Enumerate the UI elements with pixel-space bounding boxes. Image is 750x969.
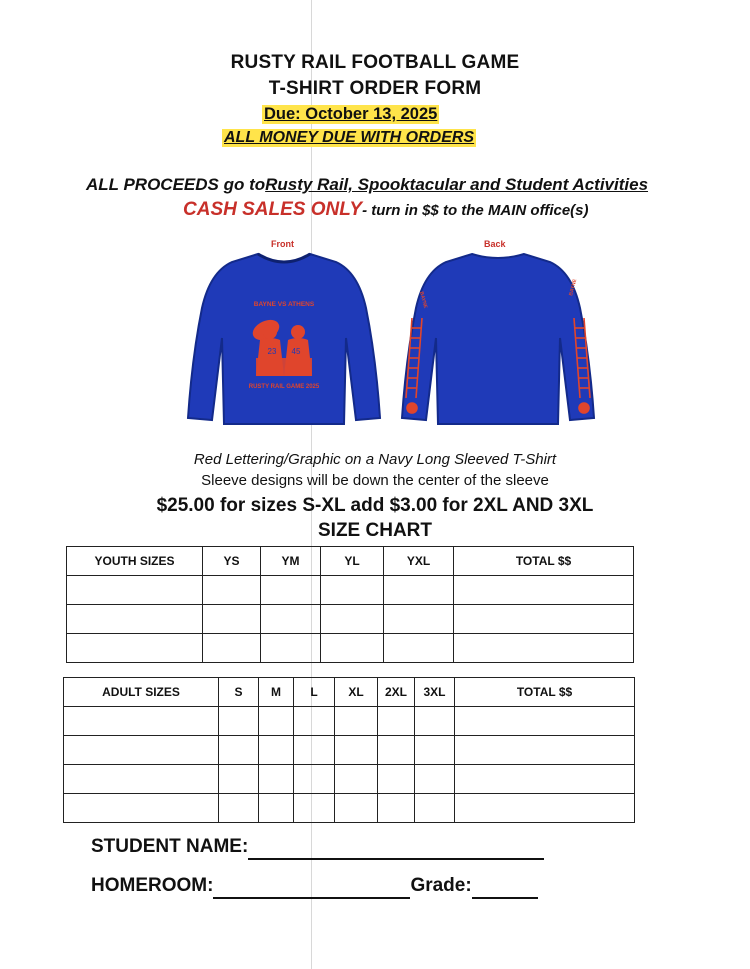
youth-total-cell[interactable] xyxy=(454,634,634,663)
size-chart-heading: SIZE CHART xyxy=(318,520,432,541)
adult-qty-cell[interactable] xyxy=(415,707,455,736)
front-graphic-top-text: BAYNE VS ATHENS xyxy=(253,301,315,308)
youth-qty-cell[interactable] xyxy=(321,634,384,663)
youth-qty-cell[interactable] xyxy=(203,605,261,634)
adult-qty-cell[interactable] xyxy=(219,736,259,765)
adult-qty-cell[interactable] xyxy=(294,765,335,794)
adult-qty-cell[interactable] xyxy=(415,765,455,794)
adult-header-cell: TOTAL $$ xyxy=(455,678,635,707)
money-due-notice: ALL MONEY DUE WITH ORDERS xyxy=(224,129,475,146)
adult-qty-cell[interactable] xyxy=(219,794,259,823)
youth-total-cell[interactable] xyxy=(454,605,634,634)
adult-qty-cell[interactable] xyxy=(335,765,378,794)
cash-sales-instructions: - turn in $$ to the MAIN office(s) xyxy=(362,202,589,219)
student-name-label: STUDENT NAME: xyxy=(91,836,249,857)
youth-name-cell[interactable] xyxy=(67,576,203,605)
youth-size-table xyxy=(66,546,634,663)
adult-entry-row xyxy=(64,736,635,765)
adult-entry-row xyxy=(64,794,635,823)
cash-sales-label: CASH SALES ONLY xyxy=(183,199,363,220)
proceeds-lead: ALL PROCEEDS go to xyxy=(86,175,266,194)
adult-size-table xyxy=(63,677,635,823)
youth-name-cell[interactable] xyxy=(67,634,203,663)
adult-total-cell[interactable] xyxy=(455,707,635,736)
due-date: Due: October 13, 2025 xyxy=(264,105,438,123)
youth-total-cell[interactable] xyxy=(454,576,634,605)
youth-header-cell: YXL xyxy=(384,547,454,576)
youth-qty-cell[interactable] xyxy=(321,576,384,605)
homeroom-blank[interactable] xyxy=(213,875,410,899)
youth-qty-cell[interactable] xyxy=(384,576,454,605)
adult-name-cell[interactable] xyxy=(64,736,219,765)
adult-qty-cell[interactable] xyxy=(259,736,294,765)
adult-qty-cell[interactable] xyxy=(378,765,415,794)
proceeds-line xyxy=(86,175,648,195)
right-sleeve-text: BAYNE xyxy=(568,278,579,297)
adult-total-cell[interactable] xyxy=(455,794,635,823)
student-name-blank[interactable] xyxy=(248,836,544,860)
adult-qty-cell[interactable] xyxy=(219,707,259,736)
adult-entry-row xyxy=(64,765,635,794)
adult-qty-cell[interactable] xyxy=(378,736,415,765)
left-sleeve-text: BAYNE xyxy=(418,290,429,309)
homeroom-label: HOMEROOM: xyxy=(91,875,214,896)
adult-total-cell[interactable] xyxy=(455,765,635,794)
adult-header-cell: ADULT SIZES xyxy=(64,678,219,707)
youth-name-cell[interactable] xyxy=(67,605,203,634)
adult-qty-cell[interactable] xyxy=(219,765,259,794)
youth-qty-cell[interactable] xyxy=(203,634,261,663)
front-number-left: 23 xyxy=(267,347,277,356)
sleeve-note: Sleeve designs will be down the center of the sleeve xyxy=(201,472,549,489)
adult-qty-cell[interactable] xyxy=(294,736,335,765)
adult-qty-cell[interactable] xyxy=(259,765,294,794)
youth-entry-row xyxy=(67,634,634,663)
shirt-description: Red Lettering/Graphic on a Navy Long Sleeved T-Shirt xyxy=(193,451,557,468)
adult-qty-cell[interactable] xyxy=(415,736,455,765)
adult-qty-cell[interactable] xyxy=(378,707,415,736)
youth-qty-cell[interactable] xyxy=(261,634,321,663)
youth-header-row xyxy=(67,547,634,576)
youth-entry-row xyxy=(67,605,634,634)
adult-qty-cell[interactable] xyxy=(259,707,294,736)
adult-header-cell: S xyxy=(219,678,259,707)
youth-header-cell: YS xyxy=(203,547,261,576)
homeroom-field xyxy=(91,875,538,899)
adult-header-cell: L xyxy=(294,678,335,707)
youth-qty-cell[interactable] xyxy=(203,576,261,605)
youth-header-cell: YM xyxy=(261,547,321,576)
form-title-line1: RUSTY RAIL FOOTBALL GAME xyxy=(230,52,520,73)
adult-qty-cell[interactable] xyxy=(294,794,335,823)
youth-entry-row xyxy=(67,576,634,605)
shirt-back-body xyxy=(402,254,594,424)
front-label: Front xyxy=(271,239,294,249)
adult-qty-cell[interactable] xyxy=(335,794,378,823)
adult-header-row xyxy=(64,678,635,707)
grade-label: Grade: xyxy=(410,875,472,896)
youth-header-cell: TOTAL $$ xyxy=(454,547,634,576)
youth-qty-cell[interactable] xyxy=(261,605,321,634)
adult-total-cell[interactable] xyxy=(455,736,635,765)
proceeds-target: Rusty Rail, Spooktacular and Student Activities xyxy=(265,175,649,194)
student-name-field xyxy=(91,836,544,860)
shirt-back-image xyxy=(400,248,596,426)
adult-qty-cell[interactable] xyxy=(415,794,455,823)
adult-qty-cell[interactable] xyxy=(378,794,415,823)
cash-sales-line xyxy=(183,199,589,221)
adult-name-cell[interactable] xyxy=(64,794,219,823)
adult-header-cell: 2XL xyxy=(378,678,415,707)
youth-qty-cell[interactable] xyxy=(384,605,454,634)
adult-name-cell[interactable] xyxy=(64,765,219,794)
adult-header-cell: 3XL xyxy=(415,678,455,707)
adult-qty-cell[interactable] xyxy=(335,736,378,765)
adult-qty-cell[interactable] xyxy=(335,707,378,736)
shirt-front-body xyxy=(188,254,380,424)
youth-qty-cell[interactable] xyxy=(321,605,384,634)
grade-blank[interactable] xyxy=(472,875,538,899)
front-graphic-bottom-text: RUSTY RAIL GAME 2025 xyxy=(248,384,320,390)
adult-name-cell[interactable] xyxy=(64,707,219,736)
adult-qty-cell[interactable] xyxy=(259,794,294,823)
form-title-line2: T-SHIRT ORDER FORM xyxy=(268,78,482,99)
front-number-right: 45 xyxy=(291,347,301,356)
back-label: Back xyxy=(484,239,506,249)
price-line: $25.00 for sizes S-XL add $3.00 for 2XL AND 3XL xyxy=(156,495,594,516)
youth-header-cell: YOUTH SIZES xyxy=(67,547,203,576)
youth-header-cell: YL xyxy=(321,547,384,576)
adult-header-cell: XL xyxy=(335,678,378,707)
youth-qty-cell[interactable] xyxy=(384,634,454,663)
adult-qty-cell[interactable] xyxy=(294,707,335,736)
adult-header-cell: M xyxy=(259,678,294,707)
shirt-front-image xyxy=(186,248,382,426)
youth-qty-cell[interactable] xyxy=(261,576,321,605)
adult-entry-row xyxy=(64,707,635,736)
